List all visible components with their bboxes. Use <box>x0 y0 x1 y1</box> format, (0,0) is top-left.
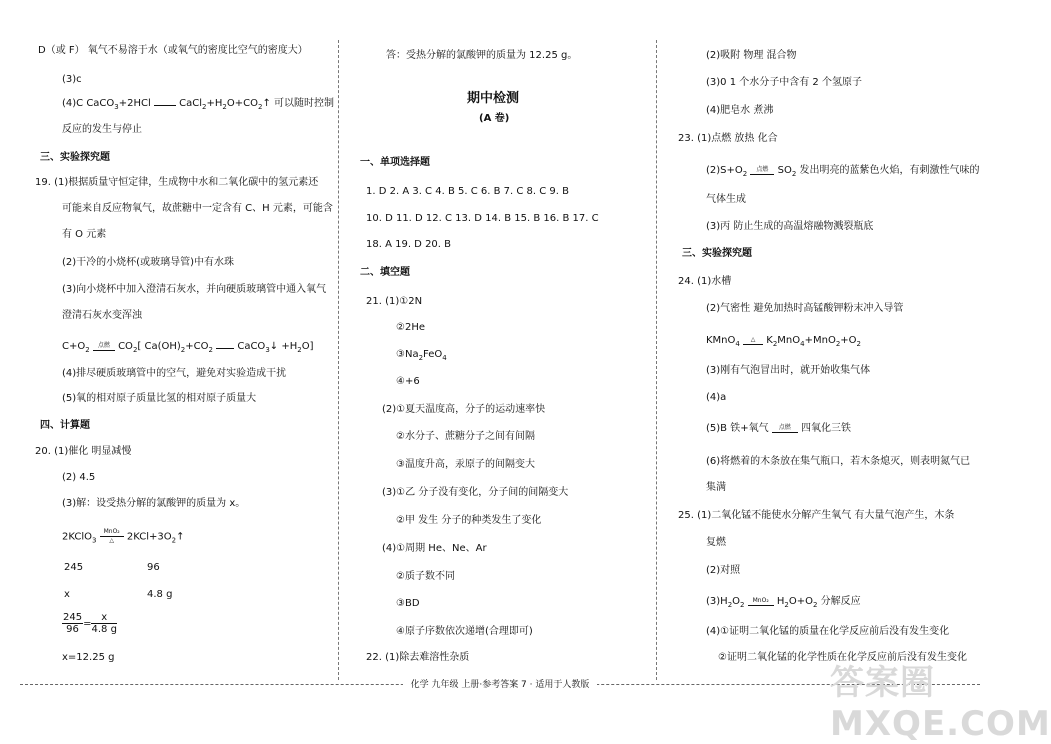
text-line: ②甲 发生 分子的种类发生了变化 <box>396 515 542 526</box>
text-line: (5)氧的相对原子质量比氢的相对原子质量大 <box>62 393 257 404</box>
text-line: 24. (1)水槽 <box>678 276 732 287</box>
footer-text: 化学 九年级 上册·参考答案 7 · 适用于人教版 <box>403 680 598 690</box>
text-line: (4)肥皂水 煮沸 <box>706 105 774 116</box>
text-line: (3)c <box>62 74 82 85</box>
text-line: 有 O 元素 <box>62 229 107 240</box>
text-line: (3)0 1 个水分子中含有 2 个氢原子 <box>706 77 862 88</box>
text-line: ④原子序数依次递增(合理即可) <box>396 626 533 637</box>
text-line: (6)将燃着的木条放在集气瓶口，若木条熄灭，则表明氮气已 <box>706 456 971 467</box>
text-line: 气体生成 <box>706 194 746 205</box>
section-heading: 三、实验探究题 <box>40 152 110 163</box>
text-line: 22. (1)除去难溶性杂质 <box>366 652 470 663</box>
text-line: ④+6 <box>396 376 420 387</box>
section-heading: 一、单项选择题 <box>360 157 430 168</box>
text-line: (2)①夏天温度高，分子的运动速率快 <box>382 404 546 415</box>
text-line: (4)①周期 He、Ne、Ar <box>382 543 487 554</box>
text-line: 集满 <box>706 482 726 493</box>
text-line: 19. (1)根据质量守恒定律，生成物中水和二氧化碳中的氢元素还 <box>35 177 319 188</box>
section-heading: 三、实验探究题 <box>682 248 752 259</box>
text-line: 20. (1)催化 明显减慢 <box>35 446 132 457</box>
text-line: D（或 F） 氧气不易溶于水（或氧气的密度比空气的密度大） <box>38 45 308 56</box>
text-line: (3)刚有气泡冒出时，就开始收集气体 <box>706 365 871 376</box>
text-line: ②2He <box>396 322 425 333</box>
text-line: 复燃 <box>706 537 726 548</box>
text-line: (4)排尽硬质玻璃管中的空气，避免对实验造成干扰 <box>62 368 287 379</box>
equation-line: $(2)S+O_2$ 点燃 $SO_2$ 发出明亮的蓝紫色火焰，有刺激性气味的 <box>706 165 980 178</box>
text-line: (2) 4.5 <box>62 472 96 483</box>
math-value: 96 <box>147 562 160 573</box>
result-line: x=12.25 g <box>62 652 115 663</box>
equation-line: (5)B 铁+氧气 点燃 四氧化三铁 <box>706 423 851 434</box>
equation-line: $(3)H_2O_2$ MnO₂ $H_2O+O_2$ 分解反应 <box>706 596 861 609</box>
text-line: (3)①乙 分子没有变化，分子间的间隔变大 <box>382 487 569 498</box>
equation-line: KMnO$_4$ △ $K_2MnO_4+MnO_2+O_2$ <box>706 335 861 348</box>
text-line: ③BD <box>396 598 420 609</box>
equation-line: 2KClO$_3$ MnO₂ △ $2KCl+3O_2↑$ <box>62 528 185 545</box>
watermark: 答案圈 MXQE.COM <box>830 663 1051 744</box>
fraction-equation: $\frac{245}{96}$ = $\frac{x}{4.8 g}$ <box>63 612 117 635</box>
text-line: ②质子数不同 <box>396 571 455 582</box>
math-value: 245 <box>64 562 84 573</box>
column-divider <box>338 40 339 680</box>
text-line: (3)解：设受热分解的氯酸钾的质量为 x。 <box>62 498 246 509</box>
answer-row: 10. D 11. D 12. C 13. D 14. B 15. B 16. B 17. C <box>366 213 599 224</box>
text-line: (2)吸附 物理 混合物 <box>706 50 797 61</box>
text-line: ③温度升高，汞原子的间隔变大 <box>396 459 535 470</box>
section-heading: 二、填空题 <box>360 267 410 278</box>
text-line: (4)a <box>706 392 727 403</box>
text-line: 23. (1)点燃 放热 化合 <box>678 133 778 144</box>
page-subtitle: (A 卷) <box>479 113 510 124</box>
text-line: 反应的发生与停止 <box>62 124 142 135</box>
page-title: 期中检测 <box>467 91 520 106</box>
text-line: (2)干冷的小烧杯(或玻璃导管)中有水珠 <box>62 257 234 268</box>
equation-line: $C+O_2$ 点燃 $CO_2$[ $Ca(OH)_2+CO_2$ CaCO$_3$↓ $+H_2O$] <box>62 341 314 354</box>
section-heading: 四、计算题 <box>40 420 90 431</box>
text-line: 答：受热分解的氯酸钾的质量为 12.25 g。 <box>386 50 578 61</box>
text-line: (3)向小烧杯中加入澄清石灰水，并向硬质玻璃管中通入氧气 <box>62 284 327 295</box>
text-line: (3)丙 防止生成的高温熔融物溅裂瓶底 <box>706 221 874 232</box>
text-line: 可能来自反应物氧气，故蔗糖中一定含有 C、H 元素，可能含 <box>62 203 333 214</box>
column-divider <box>656 40 657 680</box>
answer-row: 18. A 19. D 20. B <box>366 239 452 250</box>
text-line: 21. (1)①2N <box>366 296 423 307</box>
text-line: ②水分子、蔗糖分子之间有间隔 <box>396 431 535 442</box>
text-line: (2)气密性 避免加热时高锰酸钾粉末冲入导管 <box>706 303 904 314</box>
equation-line: $③Na_2FeO_4$ <box>396 349 447 362</box>
text-line: (2)对照 <box>706 565 741 576</box>
text-line: (4)①证明二氧化锰的质量在化学反应前后没有发生变化 <box>706 626 950 637</box>
answer-row: 1. D 2. A 3. C 4. B 5. C 6. B 7. C 8. C 9. B <box>366 186 569 197</box>
equation-line: (4)C CaCO$_3$+2HCl $CaCl_2+H_2O+CO_2↑$ 可以随时控制 <box>62 98 335 111</box>
text-line: 澄清石灰水变浑浊 <box>62 310 142 321</box>
text-line: 25. (1)二氧化锰不能使水分解产生氧气 有大量气泡产生，木条 <box>678 510 955 521</box>
text-line: ②证明二氧化锰的化学性质在化学反应前后没有发生变化 <box>718 652 967 663</box>
math-value: 4.8 g <box>147 589 173 600</box>
math-value: x <box>64 589 70 600</box>
